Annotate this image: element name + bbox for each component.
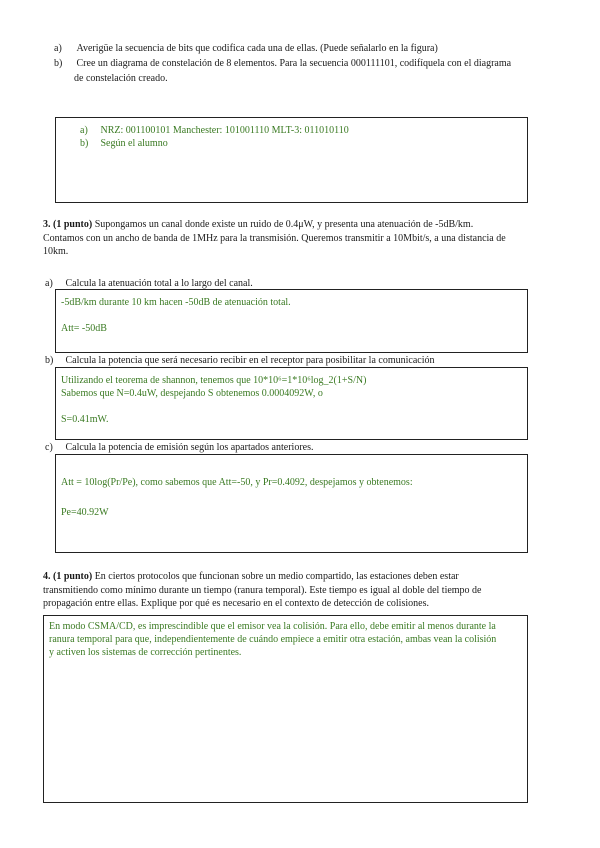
- q4-statement-3: propagación entre ellas. Explique por qué es necesario en el contexto de detección de colisiones.: [43, 598, 429, 609]
- q2-item-b-label: b): [54, 58, 63, 69]
- q3-c-answer-line-1: [61, 463, 413, 476]
- q3-a-answer-box[interactable]: [55, 289, 528, 353]
- q3-statement-3: 10km.: [43, 246, 69, 257]
- q3-b-answer-box[interactable]: [55, 367, 528, 440]
- q2-item-a: [54, 42, 438, 56]
- q3-b-answer-line-2: Sabemos que N=0.4uW, despejando S obtenemos 0.0004092W, o: [61, 388, 323, 399]
- q2-answer-a-label: a): [80, 125, 88, 136]
- q3-b-text: Calcula la potencia que será necesario recibir en el receptor para posibilitar la comunicación: [65, 355, 435, 366]
- q3-a-answer-line-3: Att= -50dB: [61, 323, 107, 334]
- q3-b-prompt: [45, 354, 435, 368]
- q3-a-answer-line-1: -5dB/km durante 10 km hacen -50dB de atenuación total.: [61, 297, 291, 308]
- q4-statement-2: transmitiendo como mínimo durante un tiempo (ranura temporal). Este tiempo es igual al doble del tiempo de: [43, 584, 482, 596]
- q3-c-answer-line-3: [61, 493, 413, 506]
- q2-answer-a: [80, 124, 349, 137]
- q2-item-a-label: a): [54, 43, 62, 54]
- q3-b-answer-line-3: [61, 400, 366, 413]
- q3-b-label: b): [45, 355, 54, 366]
- q3-statement-2: Contamos con un ancho de banda de 1MHz para la transmisión. Queremos transmitir a 10Mbit/s, a una distancia de: [43, 232, 506, 244]
- q3-a-answer-line-2: [61, 309, 291, 322]
- q2-item-b-cont-text: de constelación creado.: [74, 73, 168, 84]
- q3-c-answer-line-2: Att = 10log(Pr/Pe), como sabemos que Att=-50, y Pr=0.4092, despejamos y obtenemos:: [61, 477, 413, 488]
- q3-title: 3. (1 punto): [43, 219, 93, 230]
- q3-a-label: a): [45, 278, 53, 289]
- q4-statement-1: En ciertos protocolos que funcionan sobre un medio compartido, las estaciones deben estar: [94, 571, 459, 582]
- q4-answer-box[interactable]: [43, 615, 528, 803]
- q3-c-answer-line-4: Pe=40.92W: [61, 507, 109, 518]
- q2-item-b-cont: [74, 72, 168, 86]
- q3-b-answer-line-1: Utilizando el teorema de shannon, tenemos que 10*10⁶=1*10⁶log_2(1+S/N): [61, 375, 367, 386]
- q4-statement: [43, 570, 528, 611]
- q4-answer-line-1: En modo CSMA/CD, es imprescindible que el emisor vea la colisión. Para ello, debe emitir al menos durante la: [49, 621, 496, 632]
- q3-c-label: c): [45, 442, 53, 453]
- q3-c-answer-box[interactable]: [55, 454, 528, 553]
- q3-c-text: Calcula la potencia de emisión según los apartados anteriores.: [65, 442, 314, 453]
- q4-answer-line-3: y activen los sistemas de corrección pertinentes.: [49, 647, 242, 658]
- q4-title: 4. (1 punto): [43, 571, 93, 582]
- q3-statement-1: Supongamos un canal donde existe un ruido de 0.4μW, y presenta una atenuación de -5dB/km.: [94, 219, 474, 230]
- q3-c-prompt: [45, 441, 313, 455]
- q2-answer-b: [80, 137, 168, 150]
- q2-item-a-text: Averigüe la secuencia de bits que codifica cada una de ellas. (Puede señalarlo en la figura): [76, 43, 438, 54]
- q3-b-answer-line-4: S=0.41mW.: [61, 414, 109, 425]
- q2-item-b: [54, 57, 511, 71]
- q4-answer-line-2: ranura temporal para que, independientemente de cuándo empiece a emitir otra estación, ambas vean la colisión: [49, 634, 497, 645]
- q2-item-b-text: Cree un diagrama de constelación de 8 elementos. Para la secuencia 000111101, codifíquela con el diagrama: [76, 58, 512, 69]
- q3-a-text: Calcula la atenuación total a lo largo del canal.: [65, 278, 253, 289]
- q2-answer-b-text: Según el alumno: [100, 138, 168, 149]
- q2-answer-a-text: NRZ: 001100101 Manchester: 101001110 MLT-3: 011010110: [100, 125, 349, 136]
- q2-answer-box[interactable]: [55, 117, 528, 203]
- q2-answer-b-label: b): [80, 138, 89, 149]
- q3-statement: [43, 218, 528, 259]
